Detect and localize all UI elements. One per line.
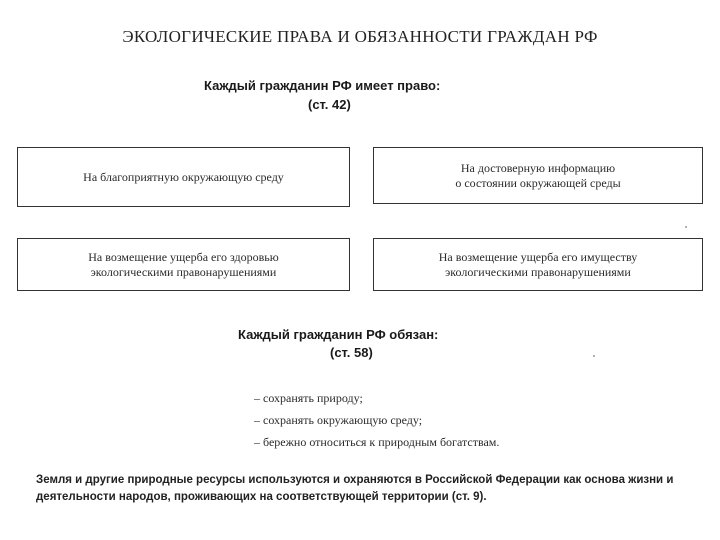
footer-line: деятельности народов, проживающих на соответствующей территории (ст. 9). (36, 491, 487, 503)
right-box-line: экологическими правонарушениями (90, 264, 277, 279)
right-box-line: На достоверную информацию (460, 160, 616, 175)
right-box-line: экологическими правонарушениями (445, 264, 631, 279)
right-box-line: На благоприятную окружающую среду (83, 169, 284, 184)
right-box-information (373, 147, 703, 204)
page-title: ЭКОЛОГИЧЕСКИЕ ПРАВА И ОБЯЗАННОСТИ ГРАЖДАН РФ (122, 27, 598, 46)
scan-speck (685, 226, 687, 228)
rights-heading: Каждый гражданин РФ имеет право: (204, 78, 441, 93)
right-box-line: о состоянии окружающей среды (455, 175, 621, 190)
scan-speck (593, 355, 595, 357)
right-box-line: На возмещение ущерба его здоровью (88, 249, 279, 264)
footer-note (36, 472, 712, 506)
right-box-property-damage (373, 238, 703, 291)
duties-list (254, 387, 499, 453)
footer-line: Земля и другие природные ресурсы используются и охраняются в Российской Федерации как основа жизни и (36, 474, 674, 486)
duty-item: – сохранять природу; (254, 391, 363, 405)
right-box-environment (17, 147, 350, 207)
duty-item: – сохранять окружающую среду; (254, 413, 423, 427)
right-box-line: На возмещение ущерба его имуществу (438, 249, 638, 264)
rights-article: (ст. 42) (308, 97, 351, 112)
duty-item: – бережно относиться к природным богатствам. (254, 435, 500, 449)
duties-heading: Каждый гражданин РФ обязан: (238, 327, 439, 342)
duties-article: (ст. 58) (330, 345, 373, 360)
right-box-health-damage (17, 238, 350, 291)
